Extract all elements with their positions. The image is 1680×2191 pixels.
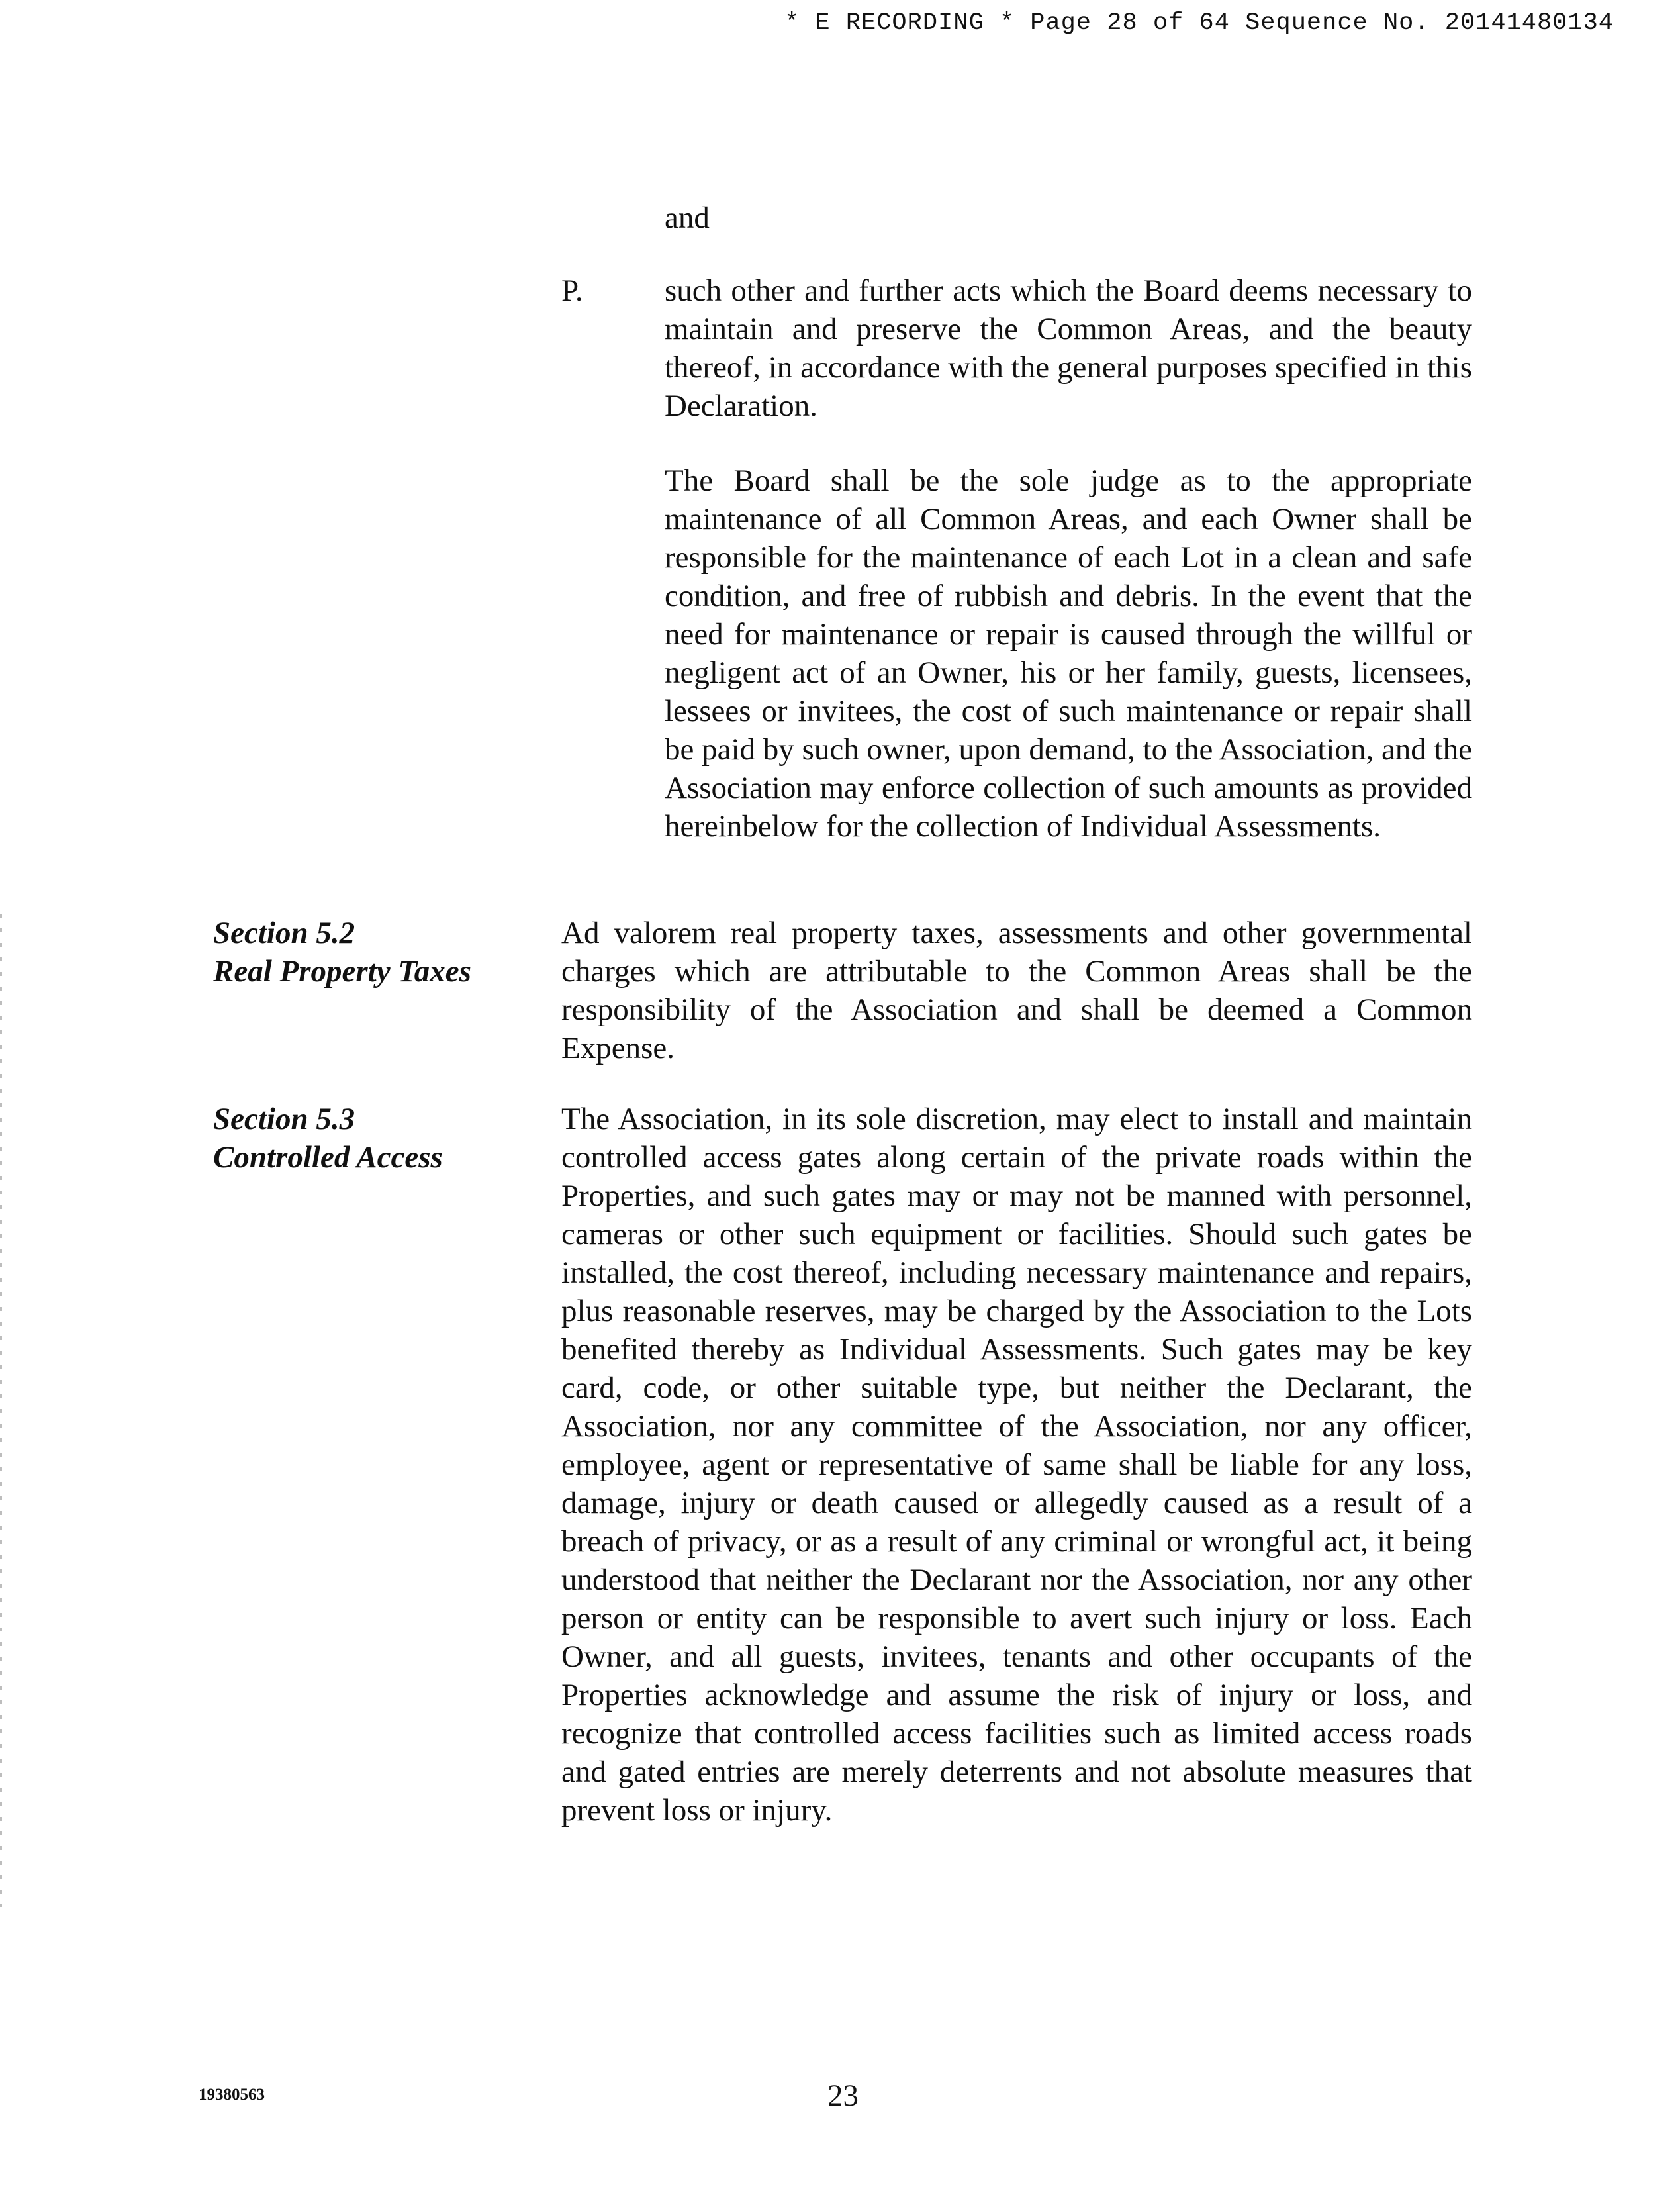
section-5-3-number: Section 5.3 bbox=[213, 1102, 355, 1136]
page-number: 23 bbox=[827, 2078, 859, 2113]
section-5-2-body: Ad valorem real property taxes, assessments and other governmental charges which are attributable to the Common Areas shall be the responsibility of the Association and shall be deemed a Common Expense. bbox=[561, 916, 1472, 1065]
continuation-and: and bbox=[665, 201, 710, 235]
section-5-3-title: Controlled Access bbox=[213, 1140, 443, 1175]
section-5-3-body: The Association, in its sole discretion, may elect to install and maintain controlled access gates along certain of the private roads within the Properties, and such gates may or may not be manned with personnel, cameras or other such equipment or facilities. Should such gates be installed, the cost thereof, including necessary maintenance and repairs, plus reasonable reserves, may be charged by the Association to the Lots benefited thereby as Individual Assessments. Such gates may be key card, code, or other suitable type, but neither the Declarant, the Association, nor any committee of the Association, nor any officer, employee, agent or representative of same shall be liable for any loss, damage, injury or death caused or allegedly caused as a result of a breach of privacy, or as a result of any criminal or wrongful act, it being understood that neither the Declarant nor the Association, nor any other person or entity can be responsible to avert such injury or loss. Each Owner, and all guests, invitees, tenants and other occupants of the Properties acknowledge and assume the risk of injury or loss, and recognize that controlled access facilities such as limited access roads and gated entries are merely deterrents and not absolute measures that prevent loss or injury. bbox=[561, 1102, 1472, 1827]
section-5-2-number: Section 5.2 bbox=[213, 916, 355, 950]
scan-edge-artifact bbox=[0, 914, 2, 1907]
recording-header: * E RECORDING * Page 28 of 64 Sequence No. 20141480134 bbox=[784, 9, 1614, 37]
item-p-letter: P. bbox=[561, 273, 583, 308]
board-maintenance-paragraph: The Board shall be the sole judge as to the appropriate maintenance of all Common Areas, and each Owner shall be responsible for the maintenance of each Lot in a clean and safe condition, and free of rubbish and debris. In the event that the need for maintenance or repair is caused through the willful or negligent act of an Owner, his or her family, guests, licensees, lessees or invitees, the cost of such maintenance or repair shall be paid by such owner, upon demand, to the Association, and the Association may enforce collection of such amounts as provided hereinbelow for the collection of Individual Assessments. bbox=[665, 463, 1472, 844]
section-5-2-title: Real Property Taxes bbox=[213, 954, 471, 989]
item-p-text: such other and further acts which the Board deems necessary to maintain and preserve the Common Areas, and the beauty thereof, in accordance with the general purposes specified in this Declaration. bbox=[665, 273, 1472, 423]
section-5-3-heading bbox=[213, 1100, 443, 1177]
document-number: 19380563 bbox=[199, 2086, 265, 2104]
section-5-2-heading bbox=[213, 914, 471, 991]
